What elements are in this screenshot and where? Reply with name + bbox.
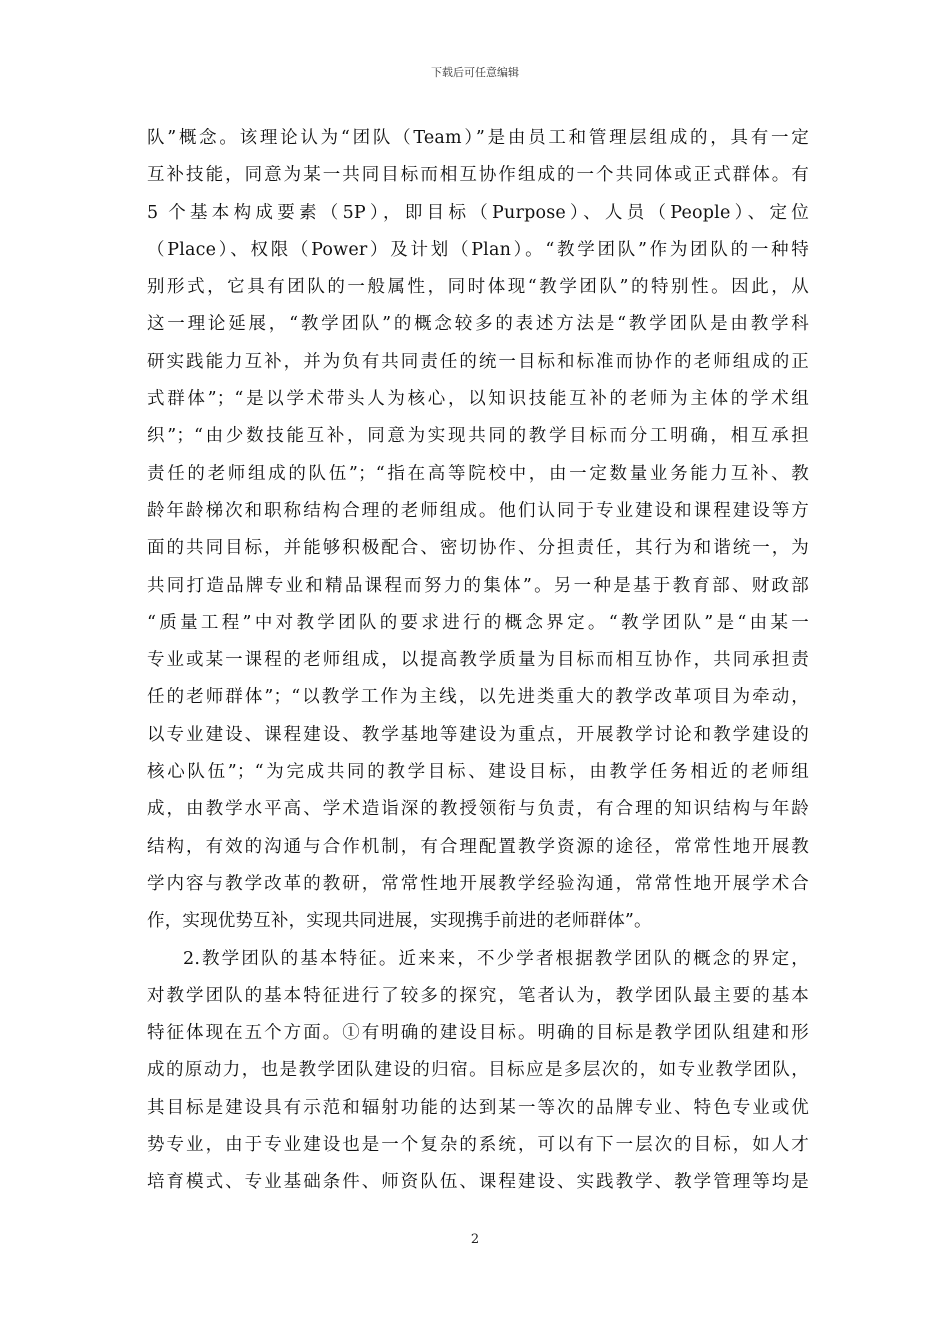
text-line: 龄年龄梯次和职称结构合理的老师组成。他们认同于专业建设和课程建设等方	[147, 500, 809, 521]
text-line: 成，由教学水平高、学术造诣深的教授领衔与负责，有合理的知识结构与年龄	[147, 799, 809, 820]
text-line: （Place）、权限（Power）及计划（Plan）。“教学团队”作为团队的一种特	[147, 239, 809, 260]
text-line: 核心队伍”；“为完成共同的教学目标、建设目标，由教学任务相近的老师组	[147, 762, 809, 783]
text-line: 作，实现优势互补，实现共同进展，实现携手前进的老师群体”。	[147, 911, 652, 932]
text-line: 共同打造品牌专业和精品课程而努力的集体”。另一种是基于教育部、财政部	[147, 575, 809, 596]
text-line: 2.教学团队的基本特征。近来来，不少学者根据教学团队的概念的界定，	[183, 948, 809, 969]
text-line: 以专业建设、课程建设、教学基地等建设为重点，开展教学讨论和教学建设的	[147, 724, 809, 745]
text-line: 这一理论延展，“教学团队”的概念较多的表述方法是“教学团队是由教学科	[147, 314, 809, 335]
text-line: 式群体”；“是以学术带头人为核心，以知识技能互补的老师为主体的学术组	[147, 389, 809, 410]
text-line: 学内容与教学改革的教研，常常性地开展教学经验沟通，常常性地开展学术合	[147, 873, 809, 894]
paragraph-team-concept	[147, 120, 809, 941]
text-line: 势专业，由于专业建设也是一个复杂的系统，可以有下一层次的目标，如人才	[147, 1135, 809, 1156]
text-line: 面的共同目标，并能够积极配合、密切协作、分担责任，其行为和谐统一，为	[147, 538, 809, 559]
text-line: 5 个基本构成要素（5P），即目标（Purpose）、人员（People）、定位	[147, 202, 809, 223]
text-line: 培育模式、专业基础条件、师资队伍、课程建设、实践教学、教学管理等均是	[147, 1172, 809, 1193]
text-line: 其目标是建设具有示范和辐射功能的达到某一等次的品牌专业、特色专业或优	[147, 1097, 809, 1118]
text-line: 别形式，它具有团队的一般属性，同时体现“教学团队”的特别性。因此，从	[147, 277, 809, 298]
text-line: 结构，有效的沟通与合作机制，有合理配置教学资源的途径，常常性地开展教	[147, 836, 809, 857]
text-line: 队”概念。该理论认为“团队（Team）”是由员工和管理层组成的，具有一定	[147, 128, 809, 148]
text-line: 对教学团队的基本特征进行了较多的探究，笔者认为，教学团队最主要的基本	[147, 985, 809, 1006]
text-line: 互补技能，同意为某一共同目标而相互协作组成的一个共同体或正式群体。有	[147, 165, 809, 186]
page-number: 2	[470, 1232, 480, 1247]
text-line: 责任的老师组成的队伍”；“指在高等院校中，由一定数量业务能力互补、教	[147, 463, 809, 484]
text-line: 研实践能力互补，并为负有共同责任的统一目标和标准而协作的老师组成的正	[147, 351, 809, 372]
text-line: 任的老师群体”；“以教学工作为主线，以先进类重大的教学改革项目为牵动，	[147, 687, 809, 708]
document-body	[147, 120, 809, 1202]
text-line: 成的原动力，也是教学团队建设的归宿。目标应是多层次的，如专业教学团队，	[147, 1060, 809, 1081]
text-line: 织”；“由少数技能互补，同意为实现共同的教学目标而分工明确，相互承担	[147, 426, 809, 447]
paragraph-team-characteristics	[147, 941, 809, 1202]
page-header: 下载后可任意编辑	[431, 66, 519, 79]
text-line: 特征体现在五个方面。①有明确的建设目标。明确的目标是教学团队组建和形	[147, 1023, 809, 1044]
text-line: 专业或某一课程的老师组成，以提高教学质量为目标而相互协作，共同承担责	[147, 650, 809, 671]
text-line: “质量工程”中对教学团队的要求进行的概念界定。“教学团队”是“由某一	[147, 612, 809, 633]
